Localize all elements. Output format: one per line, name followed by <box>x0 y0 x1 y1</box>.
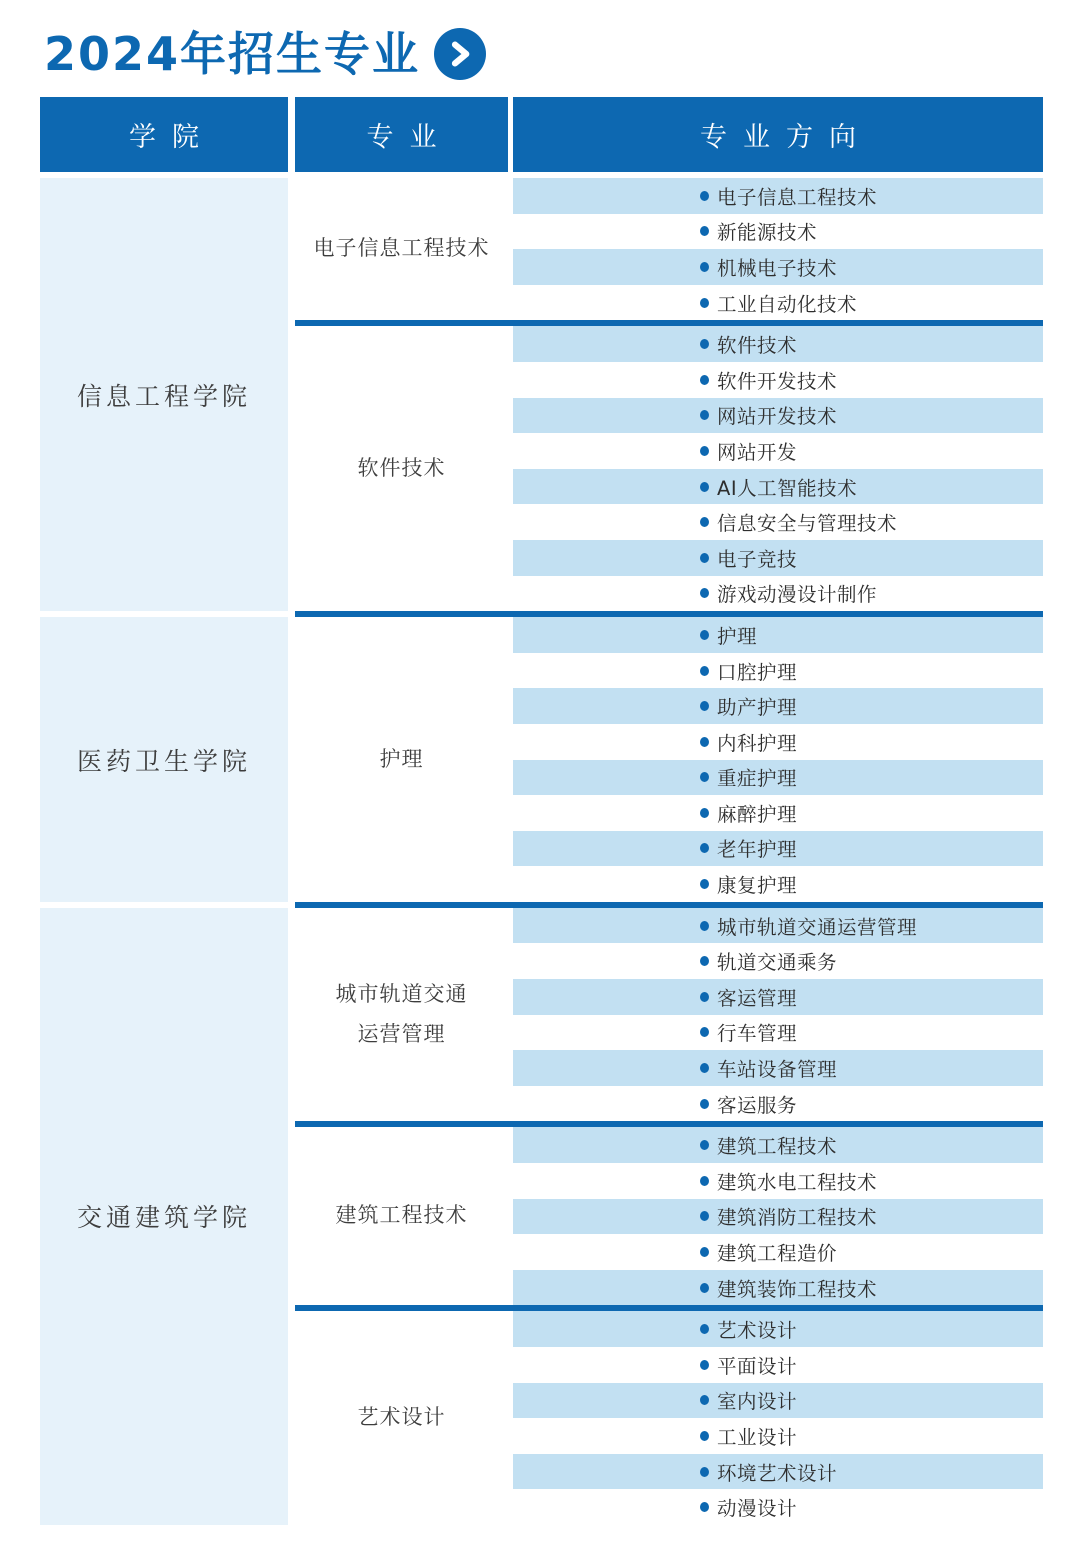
college-name: 医药卫生学院 <box>40 617 288 902</box>
bullet-icon <box>700 1211 709 1221</box>
direction-row <box>513 866 1043 902</box>
bullet-icon <box>700 843 709 853</box>
chevron-right-icon <box>434 28 486 80</box>
major-name-label: 护理 <box>379 746 424 771</box>
direction-label: 信息安全与管理技术 <box>717 512 898 536</box>
bullet-icon <box>700 1283 709 1293</box>
direction-label: 新能源技术 <box>717 221 818 245</box>
bullet-icon <box>700 410 709 420</box>
direction-label: 麻醉护理 <box>717 802 798 826</box>
directions-column <box>513 1127 1043 1305</box>
direction-label: 内科护理 <box>717 731 798 755</box>
major-group <box>295 1127 1043 1305</box>
title-row <box>0 0 1080 82</box>
direction-row <box>513 1270 1043 1306</box>
major-group <box>295 1311 1043 1525</box>
direction-label: 重症护理 <box>717 767 798 791</box>
direction-row <box>513 760 1043 796</box>
direction-label: 口腔护理 <box>717 660 798 684</box>
page-title: 2024年招生专业 <box>44 26 421 81</box>
direction-label: 环境艺术设计 <box>717 1461 838 1485</box>
direction-row <box>513 1311 1043 1347</box>
direction-row <box>513 285 1043 321</box>
major-name <box>295 1311 508 1525</box>
college-section <box>40 908 1043 1525</box>
direction-row <box>513 1454 1043 1490</box>
column-header-direction: 专业方向 <box>513 97 1043 172</box>
directions-column <box>513 617 1043 902</box>
direction-row <box>513 1050 1043 1086</box>
bullet-icon <box>700 737 709 747</box>
major-group <box>295 908 1043 1122</box>
direction-label: 电子信息工程技术 <box>717 185 878 209</box>
major-name <box>295 326 508 611</box>
direction-label: 平面设计 <box>717 1354 798 1378</box>
major-group <box>295 178 1043 320</box>
bullet-icon <box>700 921 709 931</box>
direction-row <box>513 795 1043 831</box>
bullet-icon <box>700 482 709 492</box>
direction-label: 室内设计 <box>717 1390 798 1414</box>
direction-label: AI人工智能技术 <box>717 476 858 500</box>
major-name-label: 软件技术 <box>357 455 446 480</box>
direction-label: 网站开发技术 <box>717 405 838 429</box>
table-body <box>40 178 1043 1525</box>
bullet-icon <box>700 1247 709 1257</box>
column-header-major: 专业 <box>295 97 508 172</box>
direction-row <box>513 1127 1043 1163</box>
bullet-icon <box>700 666 709 676</box>
directions-column <box>513 1311 1043 1525</box>
direction-label: 客运服务 <box>717 1093 798 1117</box>
college-name: 信息工程学院 <box>40 178 288 611</box>
direction-row <box>513 576 1043 612</box>
direction-row <box>513 979 1043 1015</box>
bullet-icon <box>700 1360 709 1370</box>
direction-label: 工业自动化技术 <box>717 292 858 316</box>
majors-column <box>295 908 1043 1525</box>
direction-row <box>513 943 1043 979</box>
direction-label: 电子竞技 <box>717 547 798 571</box>
college-section <box>40 178 1043 611</box>
majors-column <box>295 178 1043 611</box>
directions-column <box>513 908 1043 1122</box>
bullet-icon <box>700 1099 709 1109</box>
bullet-icon <box>700 992 709 1002</box>
majors-table <box>40 97 1043 1525</box>
major-name <box>295 617 508 902</box>
direction-row <box>513 653 1043 689</box>
bullet-icon <box>700 553 709 563</box>
direction-label: 车站设备管理 <box>717 1058 838 1082</box>
bullet-icon <box>700 1467 709 1477</box>
direction-label: 艺术设计 <box>717 1319 798 1343</box>
direction-row <box>513 1347 1043 1383</box>
direction-row <box>513 504 1043 540</box>
direction-row <box>513 1234 1043 1270</box>
direction-row <box>513 249 1043 285</box>
major-name-label: 城市轨道交通运营管理 <box>335 981 468 1046</box>
direction-row <box>513 1383 1043 1419</box>
direction-row <box>513 688 1043 724</box>
bullet-icon <box>700 1176 709 1186</box>
direction-label: 动漫设计 <box>717 1497 798 1521</box>
direction-label: 网站开发 <box>717 440 798 464</box>
major-name-label: 艺术设计 <box>357 1405 446 1430</box>
direction-label: 建筑装饰工程技术 <box>717 1277 878 1301</box>
major-name-label: 建筑工程技术 <box>335 1203 468 1228</box>
direction-label: 建筑工程造价 <box>717 1242 838 1266</box>
bullet-icon <box>700 1502 709 1512</box>
bullet-icon <box>700 1063 709 1073</box>
directions-column <box>513 178 1043 320</box>
direction-row <box>513 1086 1043 1122</box>
direction-label: 助产护理 <box>717 696 798 720</box>
bullet-icon <box>700 446 709 456</box>
direction-label: 老年护理 <box>717 838 798 862</box>
table-header-row <box>40 97 1043 172</box>
major-group <box>295 326 1043 611</box>
bullet-icon <box>700 339 709 349</box>
bullet-icon <box>700 1395 709 1405</box>
direction-label: 软件技术 <box>717 334 798 358</box>
direction-row <box>513 433 1043 469</box>
direction-row <box>513 1199 1043 1235</box>
direction-row <box>513 1489 1043 1525</box>
direction-row <box>513 1418 1043 1454</box>
college-section <box>40 617 1043 902</box>
bullet-icon <box>700 772 709 782</box>
direction-row <box>513 398 1043 434</box>
major-name <box>295 178 508 320</box>
direction-row <box>513 617 1043 653</box>
direction-row <box>513 724 1043 760</box>
direction-row <box>513 214 1043 250</box>
bullet-icon <box>700 1027 709 1037</box>
bullet-icon <box>700 375 709 385</box>
major-name <box>295 1127 508 1305</box>
major-name-label: 电子信息工程技术 <box>313 236 490 261</box>
bullet-icon <box>700 588 709 598</box>
bullet-icon <box>700 262 709 272</box>
college-name: 交通建筑学院 <box>40 908 288 1525</box>
direction-label: 游戏动漫设计制作 <box>717 583 878 607</box>
direction-row <box>513 908 1043 944</box>
direction-label: 行车管理 <box>717 1022 798 1046</box>
direction-row <box>513 1163 1043 1199</box>
bullet-icon <box>700 1324 709 1334</box>
bullet-icon <box>700 701 709 711</box>
direction-row <box>513 540 1043 576</box>
bullet-icon <box>700 517 709 527</box>
direction-label: 建筑工程技术 <box>717 1135 838 1159</box>
major-name <box>295 908 508 1122</box>
bullet-icon <box>700 1140 709 1150</box>
direction-label: 机械电子技术 <box>717 256 838 280</box>
direction-row <box>513 178 1043 214</box>
direction-label: 建筑水电工程技术 <box>717 1170 878 1194</box>
bullet-icon <box>700 191 709 201</box>
direction-row <box>513 362 1043 398</box>
bullet-icon <box>700 956 709 966</box>
column-header-college: 学院 <box>40 97 288 172</box>
bullet-icon <box>700 298 709 308</box>
direction-label: 城市轨道交通运营管理 <box>717 915 918 939</box>
major-group <box>295 617 1043 902</box>
bullet-icon <box>700 630 709 640</box>
direction-row <box>513 1015 1043 1051</box>
direction-row <box>513 469 1043 505</box>
direction-row <box>513 831 1043 867</box>
direction-label: 护理 <box>717 624 758 648</box>
direction-label: 建筑消防工程技术 <box>717 1206 878 1230</box>
directions-column <box>513 326 1043 611</box>
majors-column <box>295 617 1043 902</box>
direction-label: 软件开发技术 <box>717 369 838 393</box>
direction-label: 客运管理 <box>717 986 798 1010</box>
direction-label: 工业设计 <box>717 1425 798 1449</box>
direction-row <box>513 326 1043 362</box>
bullet-icon <box>700 879 709 889</box>
direction-label: 轨道交通乘务 <box>717 951 838 975</box>
bullet-icon <box>700 226 709 236</box>
bullet-icon <box>700 808 709 818</box>
direction-label: 康复护理 <box>717 874 798 898</box>
bullet-icon <box>700 1431 709 1441</box>
